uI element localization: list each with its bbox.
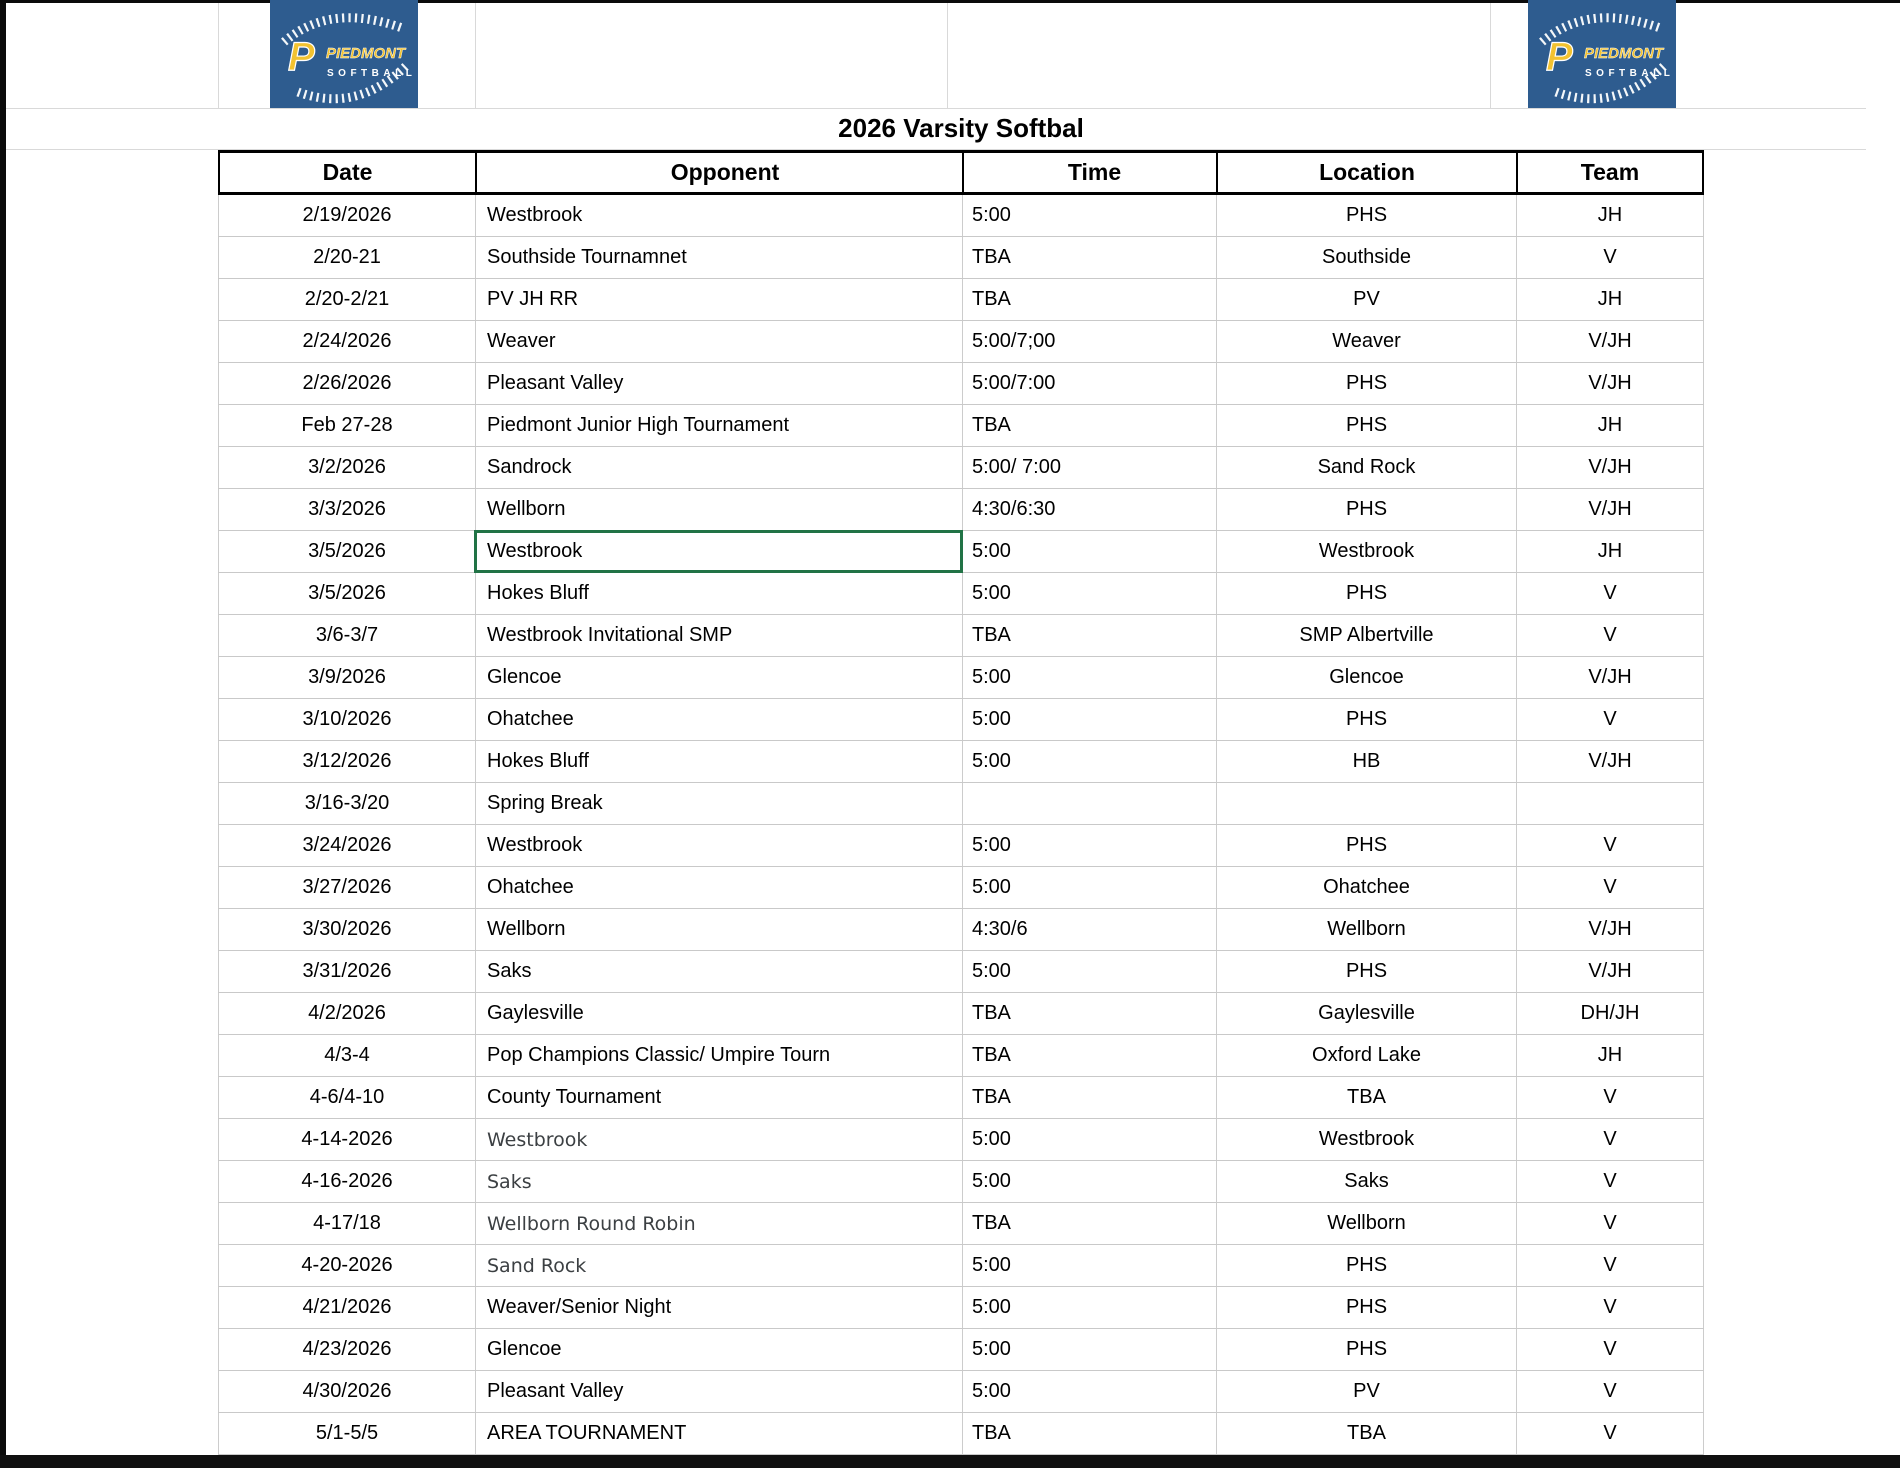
- cell-time[interactable]: 5:00/7;00: [962, 321, 1216, 362]
- table-body: [218, 195, 1704, 1455]
- cell-opponent[interactable]: Pleasant Valley: [475, 1371, 962, 1412]
- table-row: [218, 909, 1704, 951]
- cell-location[interactable]: PHS: [1216, 1245, 1516, 1286]
- cell-opponent[interactable]: Sandrock: [475, 447, 962, 488]
- cell-location[interactable]: HB: [1216, 741, 1516, 782]
- cell-location[interactable]: Westbrook: [1216, 1119, 1516, 1160]
- cell-team[interactable]: V: [1516, 1287, 1704, 1328]
- cell-time[interactable]: TBA: [962, 405, 1216, 446]
- cell-date[interactable]: 3/2/2026: [218, 447, 475, 488]
- cell-opponent[interactable]: Gaylesville: [475, 993, 962, 1034]
- cell-opponent[interactable]: Hokes Bluff: [475, 573, 962, 614]
- cell-location[interactable]: Oxford Lake: [1216, 1035, 1516, 1076]
- cell-time[interactable]: TBA: [962, 1413, 1216, 1454]
- gridline-vertical: [1490, 3, 1491, 109]
- cell-location[interactable]: Wellborn: [1216, 1203, 1516, 1244]
- table-row: [218, 615, 1704, 657]
- cell-date[interactable]: 3/31/2026: [218, 951, 475, 992]
- cell-team[interactable]: V: [1516, 867, 1704, 908]
- cell-location[interactable]: TBA: [1216, 1077, 1516, 1118]
- cell-date[interactable]: 4/2/2026: [218, 993, 475, 1034]
- cell-date[interactable]: 3/27/2026: [218, 867, 475, 908]
- cell-location[interactable]: [1216, 783, 1516, 824]
- cell-time[interactable]: 4:30/6: [962, 909, 1216, 950]
- table-row: [218, 1203, 1704, 1245]
- cell-opponent[interactable]: Ohatchee: [475, 699, 962, 740]
- cell-team[interactable]: V: [1516, 825, 1704, 866]
- logo-team-name: PIEDMONT: [326, 45, 406, 62]
- table-row: [218, 1371, 1704, 1413]
- table-row: [218, 489, 1704, 531]
- table-row: [218, 825, 1704, 867]
- cell-location[interactable]: PHS: [1216, 951, 1516, 992]
- cell-opponent[interactable]: PV JH RR: [475, 279, 962, 320]
- cell-location[interactable]: PHS: [1216, 573, 1516, 614]
- page-border-bottom: [0, 1455, 1900, 1468]
- cell-time[interactable]: TBA: [962, 615, 1216, 656]
- cell-location[interactable]: SMP Albertville: [1216, 615, 1516, 656]
- softball-logo-graphic: [1528, 0, 1676, 108]
- cell-time[interactable]: TBA: [962, 237, 1216, 278]
- cell-team[interactable]: V/JH: [1516, 321, 1704, 362]
- cell-location[interactable]: Weaver: [1216, 321, 1516, 362]
- table-row: [218, 1161, 1704, 1203]
- header-team[interactable]: Team: [1516, 153, 1704, 192]
- cell-opponent[interactable]: Glencoe: [475, 657, 962, 698]
- cell-opponent[interactable]: Southside Tournamnet: [475, 237, 962, 278]
- piedmont-softball-logo-right: [1528, 0, 1676, 108]
- cell-date[interactable]: 4-6/4-10: [218, 1077, 475, 1118]
- cell-team[interactable]: DH/JH: [1516, 993, 1704, 1034]
- cell-date[interactable]: 3/5/2026: [218, 573, 475, 614]
- cell-team[interactable]: V/JH: [1516, 909, 1704, 950]
- table-row: [218, 993, 1704, 1035]
- cell-time[interactable]: TBA: [962, 279, 1216, 320]
- cell-opponent[interactable]: Wellborn: [475, 489, 962, 530]
- table-row: [218, 783, 1704, 825]
- logo-monogram: P: [288, 35, 315, 79]
- table-row: [218, 1413, 1704, 1455]
- cell-date[interactable]: 3/5/2026: [218, 531, 475, 572]
- cell-time[interactable]: 5:00: [962, 1329, 1216, 1370]
- sheet-title[interactable]: 2026 Varsity Softbal: [838, 112, 1084, 143]
- cell-time[interactable]: TBA: [962, 1035, 1216, 1076]
- cell-team[interactable]: V: [1516, 1119, 1704, 1160]
- cell-team[interactable]: V/JH: [1516, 951, 1704, 992]
- cell-opponent[interactable]: Westbrook Invitational SMP: [475, 615, 962, 656]
- cell-date[interactable]: 4-16-2026: [218, 1161, 475, 1202]
- cell-date[interactable]: 3/30/2026: [218, 909, 475, 950]
- cell-location[interactable]: Westbrook: [1216, 531, 1516, 572]
- cell-team[interactable]: V/JH: [1516, 657, 1704, 698]
- cell-date[interactable]: 3/24/2026: [218, 825, 475, 866]
- cell-team[interactable]: V: [1516, 1245, 1704, 1286]
- cell-time[interactable]: TBA: [962, 993, 1216, 1034]
- cell-date[interactable]: 4-14-2026: [218, 1119, 475, 1160]
- table-row: [218, 447, 1704, 489]
- cell-date[interactable]: 5/1-5/5: [218, 1413, 475, 1454]
- cell-team[interactable]: V: [1516, 1077, 1704, 1118]
- cell-opponent[interactable]: County Tournament: [475, 1077, 962, 1118]
- cell-time[interactable]: 5:00: [962, 1245, 1216, 1286]
- cell-location[interactable]: Sand Rock: [1216, 447, 1516, 488]
- cell-time[interactable]: 5:00: [962, 699, 1216, 740]
- logo-sport-name: SOFTBALL: [327, 68, 417, 79]
- table-row: [218, 1077, 1704, 1119]
- cell-opponent[interactable]: Sand Rock: [475, 1245, 962, 1286]
- cell-opponent[interactable]: Glencoe: [475, 1329, 962, 1370]
- table-row: [218, 1245, 1704, 1287]
- softball-logo-graphic: [270, 0, 418, 108]
- cell-opponent[interactable]: AREA TOURNAMENT: [475, 1413, 962, 1454]
- schedule-table: [218, 150, 1704, 1455]
- cell-location[interactable]: Wellborn: [1216, 909, 1516, 950]
- table-row: [218, 531, 1704, 573]
- cell-date[interactable]: 3/9/2026: [218, 657, 475, 698]
- cell-time[interactable]: 5:00: [962, 573, 1216, 614]
- page-border-left: [0, 0, 6, 1468]
- cell-team[interactable]: V: [1516, 1371, 1704, 1412]
- cell-location[interactable]: PV: [1216, 1371, 1516, 1412]
- cell-location[interactable]: PHS: [1216, 489, 1516, 530]
- header-opponent[interactable]: Opponent: [475, 153, 962, 192]
- cell-location[interactable]: Ohatchee: [1216, 867, 1516, 908]
- cell-date[interactable]: 4/30/2026: [218, 1371, 475, 1412]
- header-time[interactable]: Time: [962, 153, 1216, 192]
- cell-time[interactable]: 4:30/6:30: [962, 489, 1216, 530]
- cell-time[interactable]: 5:00: [962, 657, 1216, 698]
- cell-team[interactable]: V: [1516, 1329, 1704, 1370]
- cell-location[interactable]: PHS: [1216, 363, 1516, 404]
- table-row: [218, 573, 1704, 615]
- cell-team[interactable]: JH: [1516, 279, 1704, 320]
- header-location[interactable]: Location: [1216, 153, 1516, 192]
- table-row: [218, 195, 1704, 237]
- cell-date[interactable]: 3/10/2026: [218, 699, 475, 740]
- cell-date[interactable]: 2/24/2026: [218, 321, 475, 362]
- cell-opponent[interactable]: Piedmont Junior High Tournament: [475, 405, 962, 446]
- cell-location[interactable]: PHS: [1216, 825, 1516, 866]
- cell-time[interactable]: [962, 783, 1216, 824]
- cell-time[interactable]: 5:00: [962, 1287, 1216, 1328]
- cell-opponent[interactable]: Wellborn: [475, 909, 962, 950]
- cell-team[interactable]: V/JH: [1516, 489, 1704, 530]
- cell-location[interactable]: Saks: [1216, 1161, 1516, 1202]
- cell-date[interactable]: 2/19/2026: [218, 195, 475, 236]
- cell-team[interactable]: V/JH: [1516, 363, 1704, 404]
- cell-date[interactable]: 3/6-3/7: [218, 615, 475, 656]
- cell-time[interactable]: 5:00: [962, 1371, 1216, 1412]
- cell-team[interactable]: V: [1516, 573, 1704, 614]
- cell-location[interactable]: PHS: [1216, 1287, 1516, 1328]
- cell-time[interactable]: 5:00: [962, 741, 1216, 782]
- cell-location[interactable]: TBA: [1216, 1413, 1516, 1454]
- cell-date[interactable]: 4/21/2026: [218, 1287, 475, 1328]
- cell-opponent[interactable]: Ohatchee: [475, 867, 962, 908]
- cell-time[interactable]: 5:00/ 7:00: [962, 447, 1216, 488]
- table-row: [218, 951, 1704, 993]
- cell-date[interactable]: 3/3/2026: [218, 489, 475, 530]
- gridline-vertical: [218, 3, 219, 109]
- cell-opponent[interactable]: Westbrook: [475, 825, 962, 866]
- cell-opponent[interactable]: Hokes Bluff: [475, 741, 962, 782]
- cell-team[interactable]: [1516, 783, 1704, 824]
- table-row: [218, 657, 1704, 699]
- cell-opponent[interactable]: Westbrook: [475, 1119, 962, 1160]
- table-row: [218, 1329, 1704, 1371]
- cell-time[interactable]: 5:00: [962, 825, 1216, 866]
- table-row: [218, 699, 1704, 741]
- cell-time[interactable]: 5:00: [962, 195, 1216, 236]
- table-row: [218, 237, 1704, 279]
- cell-team[interactable]: V: [1516, 1203, 1704, 1244]
- cell-location[interactable]: Gaylesville: [1216, 993, 1516, 1034]
- cell-opponent[interactable]: Saks: [475, 951, 962, 992]
- cell-opponent[interactable]: Weaver: [475, 321, 962, 362]
- table-row: [218, 321, 1704, 363]
- logo-monogram: P: [1546, 35, 1573, 79]
- table-row: [218, 741, 1704, 783]
- cell-date[interactable]: 4-20-2026: [218, 1245, 475, 1286]
- cell-opponent[interactable]: Westbrook: [475, 195, 962, 236]
- cell-time[interactable]: 5:00: [962, 867, 1216, 908]
- cell-team[interactable]: JH: [1516, 1035, 1704, 1076]
- cell-team[interactable]: JH: [1516, 405, 1704, 446]
- cell-team[interactable]: V: [1516, 1161, 1704, 1202]
- cell-location[interactable]: PHS: [1216, 699, 1516, 740]
- cell-time[interactable]: 5:00: [962, 1161, 1216, 1202]
- cell-opponent[interactable]: Weaver/Senior Night: [475, 1287, 962, 1328]
- cell-location[interactable]: PHS: [1216, 1329, 1516, 1370]
- cell-date[interactable]: 4/3-4: [218, 1035, 475, 1076]
- cell-date[interactable]: 4-17/18: [218, 1203, 475, 1244]
- gridline-vertical: [475, 3, 476, 109]
- cell-time[interactable]: 5:00: [962, 1119, 1216, 1160]
- cell-date[interactable]: 4/23/2026: [218, 1329, 475, 1370]
- table-row: [218, 1119, 1704, 1161]
- piedmont-softball-logo-left: [270, 0, 418, 108]
- logo-team-name: PIEDMONT: [1584, 45, 1664, 62]
- cell-date[interactable]: 2/20-21: [218, 237, 475, 278]
- cell-team[interactable]: V: [1516, 615, 1704, 656]
- cell-time[interactable]: TBA: [962, 1077, 1216, 1118]
- cell-date[interactable]: 2/26/2026: [218, 363, 475, 404]
- cell-opponent[interactable]: Pop Champions Classic/ Umpire Tourn: [475, 1035, 962, 1076]
- table-row: [218, 363, 1704, 405]
- cell-team[interactable]: V: [1516, 1413, 1704, 1454]
- cell-time[interactable]: TBA: [962, 1203, 1216, 1244]
- table-row: [218, 867, 1704, 909]
- cell-location[interactable]: PHS: [1216, 195, 1516, 236]
- cell-date[interactable]: Feb 27-28: [218, 405, 475, 446]
- logo-sport-name: SOFTBALL: [1585, 68, 1675, 79]
- table-row: [218, 1287, 1704, 1329]
- table-row: [218, 279, 1704, 321]
- cell-opponent[interactable]: Spring Break: [475, 783, 962, 824]
- cell-date[interactable]: 2/20-2/21: [218, 279, 475, 320]
- cell-time[interactable]: 5:00: [962, 951, 1216, 992]
- cell-team[interactable]: V/JH: [1516, 741, 1704, 782]
- cell-location[interactable]: PV: [1216, 279, 1516, 320]
- cell-team[interactable]: V: [1516, 699, 1704, 740]
- cell-location[interactable]: Southside: [1216, 237, 1516, 278]
- cell-team[interactable]: V: [1516, 237, 1704, 278]
- cell-time[interactable]: 5:00: [962, 531, 1216, 572]
- table-header-row: [218, 153, 1704, 195]
- table-row: [218, 405, 1704, 447]
- cell-team[interactable]: JH: [1516, 531, 1704, 572]
- cell-opponent[interactable]: Wellborn Round Robin: [475, 1203, 962, 1244]
- cell-team[interactable]: V/JH: [1516, 447, 1704, 488]
- cell-opponent[interactable]: Pleasant Valley: [475, 363, 962, 404]
- cell-date[interactable]: 3/16-3/20: [218, 783, 475, 824]
- table-row: [218, 1035, 1704, 1077]
- cell-location[interactable]: Glencoe: [1216, 657, 1516, 698]
- selected-cell-opponent[interactable]: Westbrook: [475, 531, 962, 572]
- cell-time[interactable]: 5:00/7:00: [962, 363, 1216, 404]
- cell-opponent[interactable]: Saks: [475, 1161, 962, 1202]
- cell-location[interactable]: PHS: [1216, 405, 1516, 446]
- gridline-vertical: [947, 3, 948, 109]
- cell-team[interactable]: JH: [1516, 195, 1704, 236]
- header-date[interactable]: Date: [218, 153, 475, 192]
- cell-date[interactable]: 3/12/2026: [218, 741, 475, 782]
